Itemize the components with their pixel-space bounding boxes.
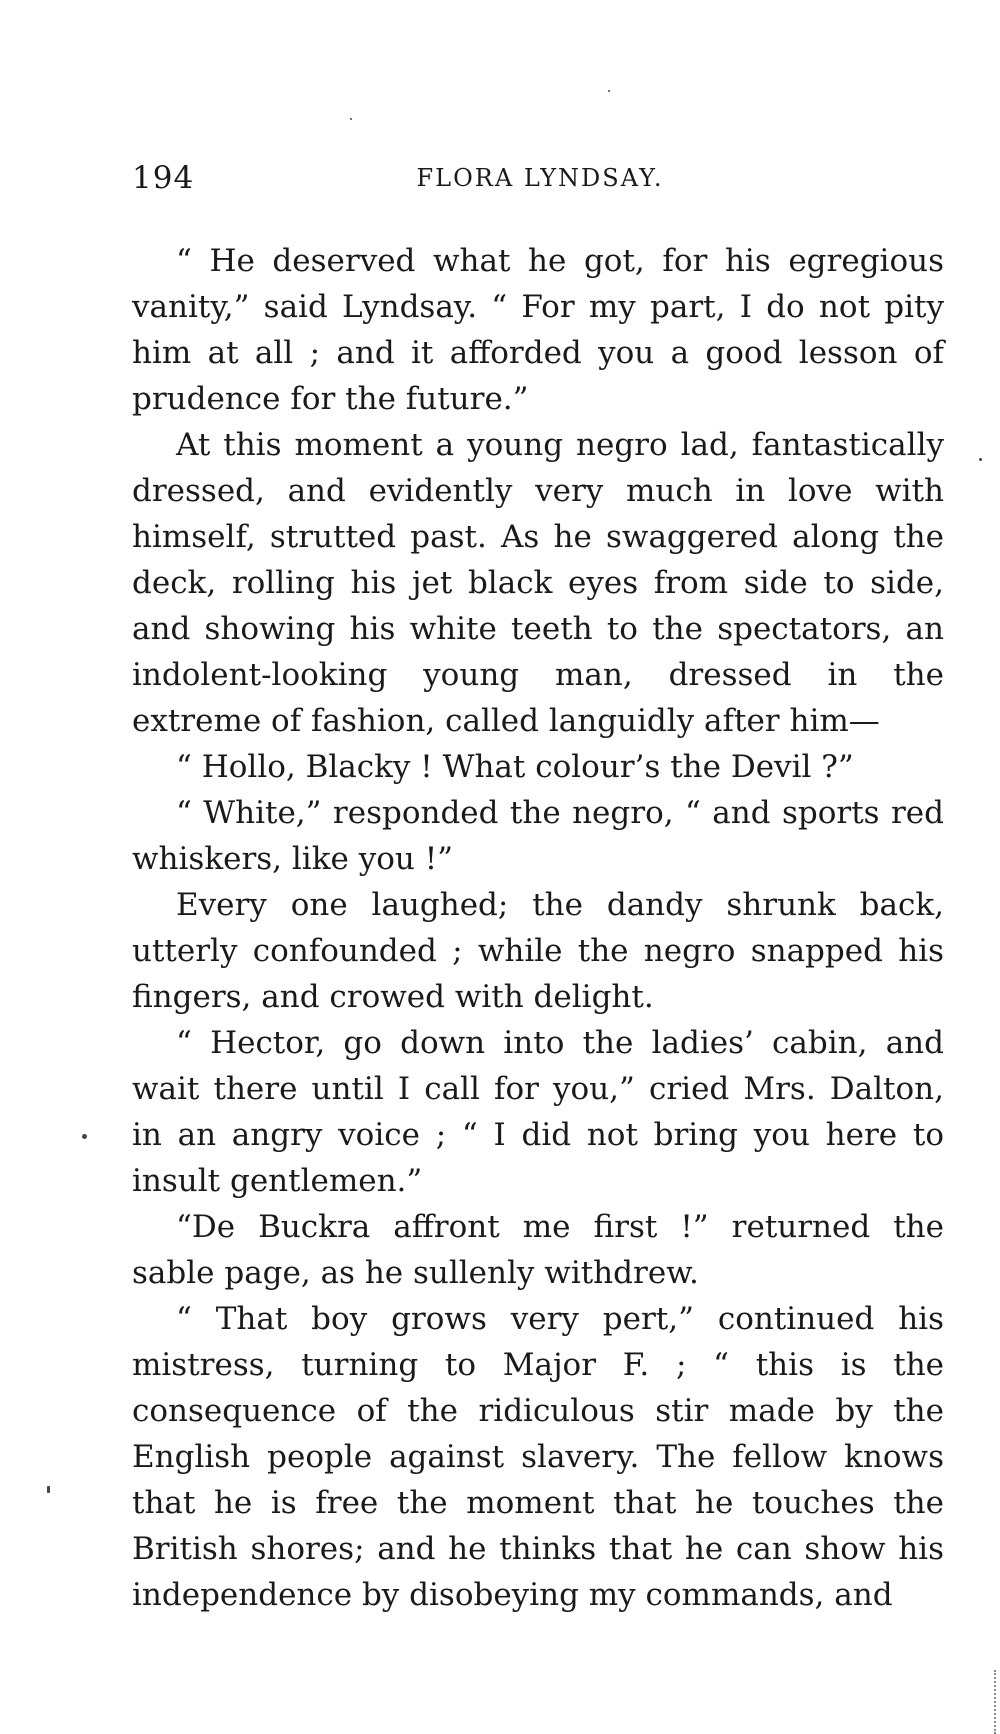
paragraph: Every one laughed; the dandy shrunk back, utterly confounded ; while the negro snapped his fingers, and crowed with delight. <box>132 887 944 1015</box>
page-edge-artifact <box>992 1670 996 1734</box>
running-title: FLORA LYNDSAY. <box>416 164 664 192</box>
scan-speck <box>979 458 982 461</box>
paragraph: “ He deserved what he got, for his egregious vanity,” said Lyndsay. “ For my part, I do not pity him at all ; and it afforded you a good lesson of prudence for the future.” <box>132 243 944 417</box>
paragraph: “De Buckra affront me first !” returned the sable page, as he sullenly withdrew. <box>132 1209 944 1291</box>
page-number: 194 <box>132 160 195 196</box>
paragraph: “ That boy grows very pert,” continued his mistress, turning to Major F. ; “ this is the consequence of the ridiculous stir made by the English people against slavery. The fellow knows that he is free the moment that he touches the British shores; and he thinks that he can show his independence by disobeying my commands, and <box>132 1301 944 1613</box>
paragraph: “ White,” responded the negro, “ and sports red whiskers, like you !” <box>132 795 944 877</box>
scan-speck <box>47 1486 50 1493</box>
paragraph: “ Hollo, Blacky ! What colour’s the Devil ?” <box>176 749 854 785</box>
scan-speck <box>82 1134 87 1139</box>
paragraph: At this moment a young negro lad, fantastically dressed, and evidently very much in love with himself, strutted past. As he swaggered along the deck, rolling his jet black eyes from side to side, and showing his white teeth to the spectators, an indolent-looking young man, dressed in the extreme of fashion, called languidly after him— <box>132 427 944 739</box>
paragraph: “ Hector, go down into the ladies’ cabin, and wait there until I call for you,” cried Mrs. Dalton, in an angry voice ; “ I did not bring you here to insult gentlemen.” <box>132 1025 944 1199</box>
page-header <box>132 160 948 200</box>
scan-speck <box>350 118 352 120</box>
scan-speck <box>608 90 610 92</box>
text-body <box>132 238 944 1618</box>
